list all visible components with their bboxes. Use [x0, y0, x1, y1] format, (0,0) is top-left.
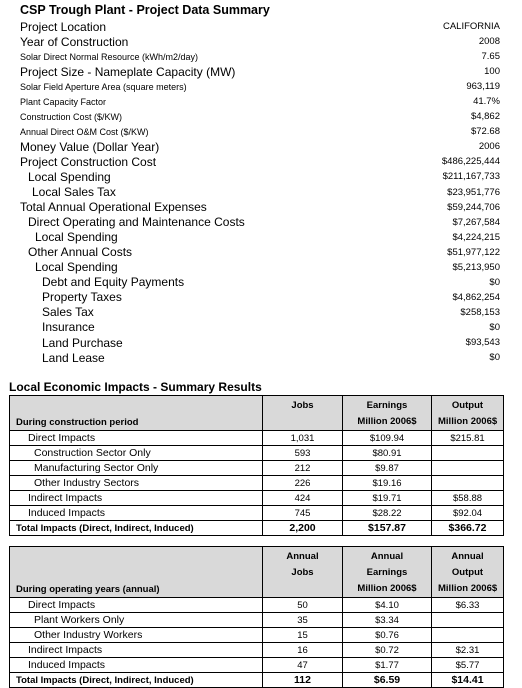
table-row	[10, 446, 504, 461]
row-jobs: 50	[263, 598, 343, 613]
summary-row	[20, 109, 500, 124]
header-output-line: Output	[451, 400, 484, 411]
row-earnings: $4.10	[343, 598, 432, 613]
row-label: Direct Impacts	[10, 598, 263, 613]
summary-row-label: Insurance	[42, 320, 95, 335]
header-jobs-line: Annual	[286, 551, 319, 562]
summary-row-value: $258,153	[460, 306, 500, 318]
summary-row	[20, 19, 500, 34]
summary-row-label: Local Spending	[28, 169, 111, 184]
summary-row-value: $5,213,950	[452, 261, 500, 273]
header-earnings-line: Million 2006$	[357, 416, 417, 427]
header-earnings-line: Million 2006$	[357, 583, 417, 594]
row-jobs: 745	[263, 506, 343, 521]
summary-row	[20, 64, 500, 79]
header-output-line: Annual	[451, 551, 484, 562]
row-output	[432, 613, 504, 628]
summary-row	[20, 305, 500, 320]
header-jobs-line: Jobs	[291, 567, 314, 578]
row-earnings: $0.72	[343, 643, 432, 658]
row-output: $6.33	[432, 598, 504, 613]
table-total-row	[10, 521, 504, 536]
summary-row	[20, 320, 500, 335]
table-row	[10, 491, 504, 506]
table-row	[10, 643, 504, 658]
summary-row-value: CALIFORNIA	[442, 21, 500, 33]
header-output	[432, 547, 504, 598]
summary-row-label: Project Size - Nameplate Capacity (MW)	[20, 64, 236, 79]
summary-row	[20, 200, 500, 215]
row-output: $92.04	[432, 506, 504, 521]
summary-row-value: $0	[489, 321, 500, 333]
summary-row-value: $23,951,776	[447, 186, 500, 198]
row-output: $5.77	[432, 658, 504, 673]
row-earnings: $0.76	[343, 628, 432, 643]
summary-row	[20, 34, 500, 49]
row-jobs: 16	[263, 643, 343, 658]
summary-row-label: Local Spending	[35, 260, 118, 275]
header-output-line: Output	[451, 567, 484, 578]
summary-row-value: $51,977,122	[447, 246, 500, 258]
summary-row-value: 100	[484, 66, 500, 78]
row-label: Induced Impacts	[10, 658, 263, 673]
header-output	[432, 396, 504, 431]
header-jobs	[263, 396, 343, 431]
summary-row	[20, 79, 500, 94]
summary-row-value: $59,244,706	[447, 201, 500, 213]
table-row	[10, 613, 504, 628]
table-row	[10, 628, 504, 643]
summary-title: CSP Trough Plant - Project Data Summary	[20, 3, 270, 17]
row-earnings: $19.71	[343, 491, 432, 506]
row-output	[432, 628, 504, 643]
row-label: Induced Impacts	[10, 506, 263, 521]
row-jobs: 424	[263, 491, 343, 506]
row-label: Construction Sector Only	[10, 446, 263, 461]
total-label: Total Impacts (Direct, Indirect, Induced)	[10, 673, 263, 688]
row-earnings: $19.16	[343, 476, 432, 491]
total-earnings: $157.87	[343, 521, 432, 536]
summary-row-label: Debt and Equity Payments	[42, 275, 185, 290]
summary-row	[20, 185, 500, 200]
summary-row-label: Year of Construction	[20, 34, 129, 49]
summary-row-value: 41.7%	[473, 96, 500, 108]
table-row	[10, 658, 504, 673]
header-output-line: Million 2006$	[438, 583, 498, 594]
header-jobs	[263, 547, 343, 598]
total-jobs: 2,200	[263, 521, 343, 536]
row-earnings: $28.22	[343, 506, 432, 521]
summary-row	[20, 139, 500, 154]
row-earnings: $80.91	[343, 446, 432, 461]
summary-row	[20, 335, 500, 350]
row-label: Indirect Impacts	[10, 643, 263, 658]
summary-row-value: $4,862,254	[452, 291, 500, 303]
summary-row-label: Land Purchase	[42, 335, 123, 350]
row-output	[432, 461, 504, 476]
summary-row	[20, 260, 500, 275]
header-period: During construction period	[10, 396, 263, 431]
row-label: Other Industry Workers	[10, 628, 263, 643]
table-header-row	[10, 396, 504, 431]
row-jobs: 593	[263, 446, 343, 461]
summary-row-label: Solar Field Aperture Area (square meters)	[20, 81, 187, 92]
summary-row	[20, 215, 500, 230]
summary-row-value: $211,167,733	[442, 171, 500, 183]
total-jobs: 112	[263, 673, 343, 688]
summary-row-label: Local Spending	[35, 230, 118, 245]
row-label: Direct Impacts	[10, 431, 263, 446]
summary-row	[20, 154, 500, 169]
summary-row-value: $4,862	[470, 111, 500, 123]
summary-row	[20, 49, 500, 64]
row-earnings: $109.94	[343, 431, 432, 446]
summary-row	[20, 290, 500, 305]
header-jobs-line: Jobs	[291, 400, 314, 411]
summary-row	[20, 169, 500, 184]
summary-row-label: Direct Operating and Maintenance Costs	[28, 215, 245, 230]
header-earnings	[343, 547, 432, 598]
row-jobs: 47	[263, 658, 343, 673]
impacts-title: Local Economic Impacts - Summary Results	[9, 380, 262, 394]
summary-row	[20, 94, 500, 109]
row-jobs: 212	[263, 461, 343, 476]
total-output: $366.72	[432, 521, 504, 536]
row-output: $58.88	[432, 491, 504, 506]
table-row	[10, 461, 504, 476]
summary-row	[20, 230, 500, 245]
summary-row-value: $7,267,584	[452, 216, 500, 228]
header-earnings	[343, 396, 432, 431]
summary-row-value: $4,224,215	[452, 231, 500, 243]
table-row	[10, 598, 504, 613]
table-header-row	[10, 547, 504, 598]
summary-row-value: $486,225,444	[441, 156, 500, 168]
summary-row-label: Solar Direct Normal Resource (kWh/m2/day)	[20, 51, 199, 62]
row-label: Plant Workers Only	[10, 613, 263, 628]
project-data-summary	[20, 19, 500, 365]
summary-row-label: Project Construction Cost	[20, 154, 157, 169]
table-row	[10, 506, 504, 521]
summary-row-label: Construction Cost ($/KW)	[20, 111, 123, 122]
summary-row-label: Total Annual Operational Expenses	[20, 200, 207, 215]
summary-row	[20, 350, 500, 365]
row-output: $2.31	[432, 643, 504, 658]
summary-row-value: 2006	[478, 141, 500, 153]
table-row	[10, 431, 504, 446]
summary-row-label: Plant Capacity Factor	[20, 96, 107, 107]
row-earnings: $1.77	[343, 658, 432, 673]
row-earnings: $3.34	[343, 613, 432, 628]
operating-impacts-table	[9, 546, 504, 688]
summary-row-label: Money Value (Dollar Year)	[20, 139, 160, 154]
row-output: $215.81	[432, 431, 504, 446]
row-jobs: 1,031	[263, 431, 343, 446]
summary-row	[20, 124, 500, 139]
summary-row-label: Property Taxes	[42, 290, 122, 305]
total-earnings: $6.59	[343, 673, 432, 688]
summary-row-value: 2008	[478, 36, 500, 48]
header-earnings-line: Earnings	[366, 567, 408, 578]
row-label: Manufacturing Sector Only	[10, 461, 263, 476]
header-earnings-line: Annual	[370, 551, 404, 562]
total-output: $14.41	[432, 673, 504, 688]
table-row	[10, 476, 504, 491]
summary-row	[20, 245, 500, 260]
summary-row-label: Land Lease	[42, 350, 105, 365]
table-total-row	[10, 673, 504, 688]
header-period: During operating years (annual)	[10, 547, 263, 598]
row-output	[432, 476, 504, 491]
summary-row-value: $93,543	[465, 337, 500, 348]
row-jobs: 15	[263, 628, 343, 643]
summary-row	[20, 275, 500, 290]
summary-row-label: Annual Direct O&M Cost ($/KW)	[20, 126, 149, 137]
summary-row-label: Other Annual Costs	[28, 245, 133, 260]
summary-row-label: Local Sales Tax	[32, 185, 116, 200]
row-output	[432, 446, 504, 461]
total-label: Total Impacts (Direct, Indirect, Induced)	[10, 521, 263, 536]
row-earnings: $9.87	[343, 461, 432, 476]
construction-impacts-table	[9, 395, 504, 536]
header-output-line: Million 2006$	[438, 416, 498, 427]
summary-row-label: Sales Tax	[42, 305, 94, 320]
summary-row-label: Project Location	[20, 19, 107, 34]
header-earnings-line: Earnings	[366, 400, 408, 411]
summary-row-value: 7.65	[481, 51, 500, 63]
summary-row-value: $72.68	[470, 126, 500, 138]
row-jobs: 35	[263, 613, 343, 628]
row-jobs: 226	[263, 476, 343, 491]
summary-row-value: 963,119	[466, 81, 500, 93]
row-label: Other Industry Sectors	[10, 476, 263, 491]
row-label: Indirect Impacts	[10, 491, 263, 506]
summary-row-value: $0	[489, 352, 500, 364]
summary-row-value: $0	[489, 276, 500, 288]
